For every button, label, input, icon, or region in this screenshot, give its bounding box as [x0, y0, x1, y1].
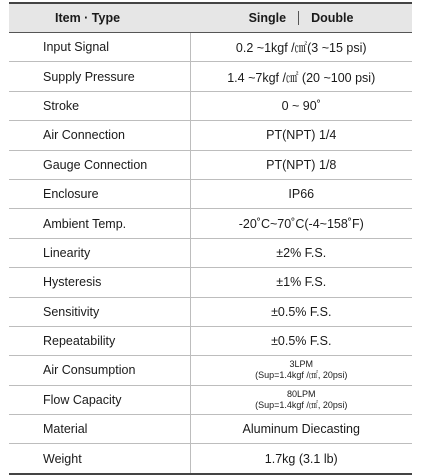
- row-value: ±0.5% F.S.: [190, 326, 412, 355]
- row-label: Hysteresis: [9, 268, 190, 297]
- header-double: Double: [311, 11, 354, 25]
- row-value-two-line: [192, 359, 412, 381]
- header-item-type: Item · Type: [9, 3, 190, 33]
- table-row: [9, 150, 412, 179]
- table-row: [9, 209, 412, 238]
- row-label: Repeatability: [9, 326, 190, 355]
- table-row: [9, 179, 412, 208]
- table-row: [9, 356, 412, 385]
- row-value: Aluminum Diecasting: [190, 415, 412, 444]
- row-label: Linearity: [9, 238, 190, 267]
- table-row: [9, 268, 412, 297]
- table-row: [9, 385, 412, 414]
- header-single: Single: [249, 11, 300, 25]
- row-value: ±2% F.S.: [190, 238, 412, 267]
- row-label: Weight: [9, 444, 190, 474]
- row-label: Stroke: [9, 91, 190, 120]
- header-type-split: [249, 11, 354, 25]
- row-value: PT(NPT) 1/8: [190, 150, 412, 179]
- row-value-two-line: [192, 389, 412, 411]
- table-row: [9, 91, 412, 120]
- row-value: PT(NPT) 1/4: [190, 121, 412, 150]
- row-value: 1.4 ~7kgf /㎠ (20 ~100 psi): [190, 62, 412, 91]
- row-label: Ambient Temp.: [9, 209, 190, 238]
- row-value: ±1% F.S.: [190, 268, 412, 297]
- table-row: [9, 444, 412, 474]
- row-label: Air Connection: [9, 121, 190, 150]
- row-value: [190, 356, 412, 385]
- row-value: 1.7kg (3.1 lb): [190, 444, 412, 474]
- row-label: Gauge Connection: [9, 150, 190, 179]
- row-label: Material: [9, 415, 190, 444]
- table-row: [9, 238, 412, 267]
- table-row: [9, 121, 412, 150]
- row-value: ±0.5% F.S.: [190, 297, 412, 326]
- specification-table: [9, 2, 412, 475]
- row-value-line1: 80LPM: [286, 388, 316, 399]
- row-value: -20˚C~70˚C(-4~158˚F): [190, 209, 412, 238]
- row-value-line2: (Sup=1.4kgf /㎠, 20psi): [255, 370, 348, 381]
- row-label: Input Signal: [9, 33, 190, 62]
- row-value: [190, 385, 412, 414]
- row-label: Supply Pressure: [9, 62, 190, 91]
- header-type-cell: [190, 3, 412, 33]
- table-header-row: [9, 3, 412, 33]
- row-label: Flow Capacity: [9, 385, 190, 414]
- row-label: Enclosure: [9, 179, 190, 208]
- table-row: [9, 33, 412, 62]
- row-label: Air Consumption: [9, 356, 190, 385]
- row-label: Sensitivity: [9, 297, 190, 326]
- row-value: 0 ~ 90˚: [190, 91, 412, 120]
- table-row: [9, 326, 412, 355]
- row-value-line1: 3LPM: [289, 359, 313, 370]
- row-value: 0.2 ~1kgf /㎠(3 ~15 psi): [190, 33, 412, 62]
- table-row: [9, 297, 412, 326]
- row-value: IP66: [190, 179, 412, 208]
- table-row: [9, 415, 412, 444]
- table-row: [9, 62, 412, 91]
- row-value-line2: (Sup=1.4kgf /㎠, 20psi): [255, 399, 348, 410]
